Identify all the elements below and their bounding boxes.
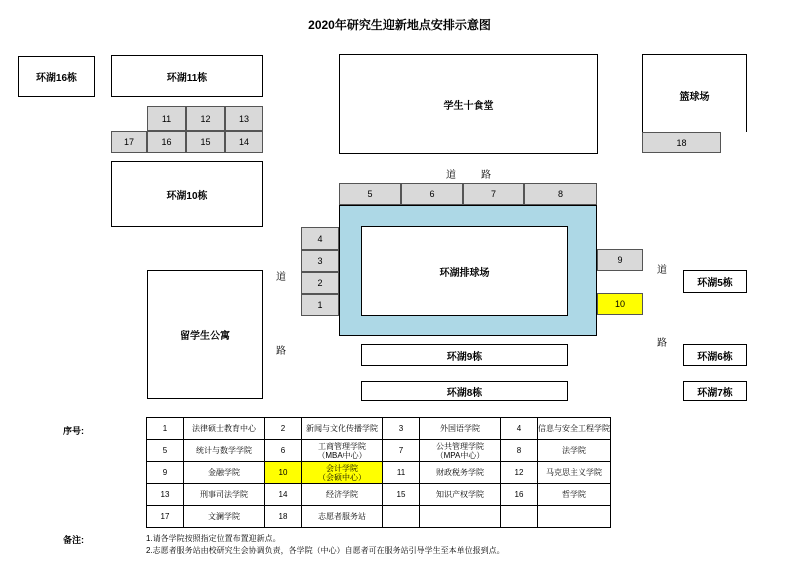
building-huanhu7: 环湖7栋 — [683, 381, 747, 401]
legend-number: 4 — [501, 418, 538, 440]
legend-number: 13 — [147, 484, 184, 506]
legend-number: 3 — [383, 418, 420, 440]
booth-16: 16 — [147, 131, 186, 153]
building-canteen: 学生十食堂 — [339, 54, 598, 154]
legend-college: 公共管理学院 （MPA中心） — [420, 440, 501, 462]
legend-college: 马克思主义学院 — [538, 462, 611, 484]
booth-8: 8 — [524, 183, 597, 205]
road-label-lu-right: 路 — [657, 338, 667, 349]
legend-number: 18 — [265, 506, 302, 528]
legend-college: 经济学院 — [302, 484, 383, 506]
booth-12: 12 — [186, 106, 225, 131]
legend-number: 17 — [147, 506, 184, 528]
booth-2: 2 — [301, 272, 339, 294]
note-2: 2.志愿者服务站由校研究生会协调负责，各学院（中心）自愿者可在服务站引导学生至本单位报到点。 — [146, 546, 505, 555]
building-intl-apartment: 留学生公寓 — [147, 270, 263, 399]
booth-3: 3 — [301, 250, 339, 272]
legend-college: 统计与数学学院 — [184, 440, 265, 462]
legend-college: 志愿者服务站 — [302, 506, 383, 528]
booth-4: 4 — [301, 227, 339, 250]
booth-7: 7 — [463, 183, 524, 205]
legend-college: 工商管理学院 （MBA中心） — [302, 440, 383, 462]
legend-college: 法律硕士教育中心 — [184, 418, 265, 440]
building-huanhu11: 环湖11栋 — [111, 55, 263, 97]
legend-number: 15 — [383, 484, 420, 506]
legend-number: 6 — [265, 440, 302, 462]
page-title: 2020年研究生迎新地点安排示意图 — [308, 18, 491, 32]
booth-11: 11 — [147, 106, 186, 131]
legend-number: 8 — [501, 440, 538, 462]
legend-table — [146, 417, 611, 528]
legend-college: 信息与安全工程学院 — [538, 418, 611, 440]
legend-number: 7 — [383, 440, 420, 462]
legend-college: 知识产权学院 — [420, 484, 501, 506]
booth-13: 13 — [225, 106, 263, 131]
legend-label: 序号: — [63, 426, 84, 436]
basketball-court-label: 篮球场 — [679, 92, 710, 103]
notes-label: 备注: — [63, 535, 84, 545]
road-label-lu-top: 路 — [481, 170, 491, 181]
road-label-dao-top: 道 — [446, 170, 456, 181]
building-huanhu8: 环湖8栋 — [361, 381, 568, 401]
legend-number: 16 — [501, 484, 538, 506]
booth-6: 6 — [401, 183, 463, 205]
legend-college: 金融学院 — [184, 462, 265, 484]
building-huanhu10: 环湖10栋 — [111, 161, 263, 227]
legend-row — [147, 506, 611, 528]
legend-college — [538, 506, 611, 528]
legend-college: 外国语学院 — [420, 418, 501, 440]
booth-10: 10 — [597, 293, 643, 315]
road-label-lu-left: 路 — [276, 346, 286, 357]
legend-number — [501, 506, 538, 528]
road-label-dao-left: 道 — [276, 272, 286, 283]
legend-row — [147, 418, 611, 440]
legend-number: 1 — [147, 418, 184, 440]
booth-9: 9 — [597, 249, 643, 271]
legend-college: 财政税务学院 — [420, 462, 501, 484]
note-1: 1.请各学院按照指定位置布置迎新点。 — [146, 534, 281, 543]
legend-college: 哲学院 — [538, 484, 611, 506]
legend-college: 新闻与文化传播学院 — [302, 418, 383, 440]
legend-number — [383, 506, 420, 528]
building-huanhu9: 环湖9栋 — [361, 344, 568, 366]
legend-number: 9 — [147, 462, 184, 484]
legend-row — [147, 462, 611, 484]
legend-college: 刑事司法学院 — [184, 484, 265, 506]
building-huanhu6: 环湖6栋 — [683, 344, 747, 366]
legend-number: 14 — [265, 484, 302, 506]
legend-number: 12 — [501, 462, 538, 484]
booth-15: 15 — [186, 131, 225, 153]
volleyball-court: 环湖排球场 — [361, 226, 568, 316]
legend-row — [147, 484, 611, 506]
legend-number: 2 — [265, 418, 302, 440]
building-huanhu16: 环湖16栋 — [18, 56, 95, 97]
booth-17: 17 — [111, 131, 147, 153]
booth-14: 14 — [225, 131, 263, 153]
building-huanhu5: 环湖5栋 — [683, 270, 747, 293]
legend-college: 文澜学院 — [184, 506, 265, 528]
legend-number: 10 — [265, 462, 302, 484]
booth-5: 5 — [339, 183, 401, 205]
booth-18: 18 — [642, 132, 721, 153]
legend-college: 会计学院 （会硕中心） — [302, 462, 383, 484]
legend-row — [147, 440, 611, 462]
legend-college — [420, 506, 501, 528]
road-label-dao-right: 道 — [657, 265, 667, 276]
legend-number: 5 — [147, 440, 184, 462]
legend-college: 法学院 — [538, 440, 611, 462]
booth-1: 1 — [301, 294, 339, 316]
legend-number: 11 — [383, 462, 420, 484]
